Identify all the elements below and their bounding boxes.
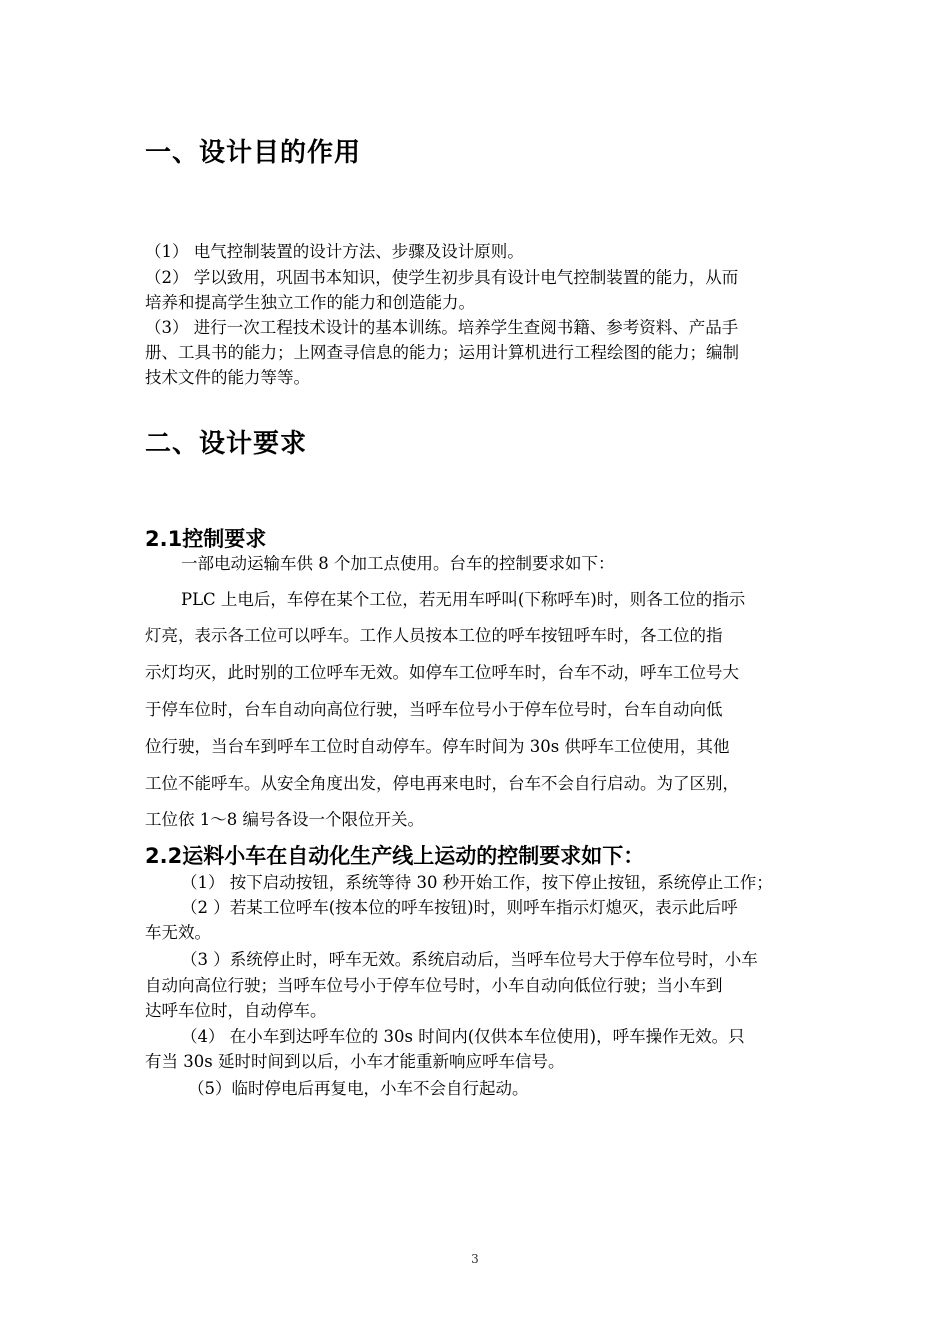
subsection-2-1-line: 位行驶，当台车到呼车工位时自动停车。停车时间为 30s 供呼车工位使用，其他 bbox=[145, 737, 730, 756]
subsection-2-2-line: 车无效。 bbox=[145, 923, 211, 942]
subsection-2-1-line: 一部电动运输车供 8 个加工点使用。台车的控制要求如下： bbox=[181, 554, 615, 573]
subsection-2-2-line: 达呼车位时，自动停车。 bbox=[145, 1001, 327, 1020]
subsection-2-1-heading: 2.1控制要求 bbox=[145, 527, 267, 551]
subsection-2-2-line: （2 ）若某工位呼车(按本位的呼车按钮)时，则呼车指示灯熄灭，表示此后呼 bbox=[181, 898, 738, 917]
section-1-line: 培养和提高学生独立工作的能力和创造能力。 bbox=[145, 293, 475, 312]
subsection-2-2-line: 有当 30s 延时时间到以后，小车才能重新响应呼车信号。 bbox=[145, 1052, 565, 1071]
page-number: 3 bbox=[471, 1252, 479, 1266]
subsection-2-1-line: 工位不能呼车。从安全角度出发，停电再来电时，台车不会自行启动。为了区别， bbox=[145, 774, 739, 793]
subsection-2-1-line: 于停车位时，台车自动向高位行驶，当呼车位号小于停车位号时，台车自动向低 bbox=[145, 700, 723, 719]
section-1-line: （3） 进行一次工程技术设计的基本训练。培养学生查阅书籍、参考资料、产品手 bbox=[145, 318, 739, 337]
subsection-2-2-line: （5）临时停电后再复电，小车不会自行起动。 bbox=[188, 1079, 529, 1098]
subsection-2-2-line: （1） 按下启动按钮，系统等待 30 秒开始工作，按下停止按钮，系统停止工作； bbox=[181, 873, 773, 892]
section-2-heading: 二、设计要求 bbox=[145, 429, 308, 459]
section-1-heading: 一、设计目的作用 bbox=[145, 138, 362, 168]
section-1-line: （2） 学以致用，巩固书本知识，使学生初步具有设计电气控制装置的能力，从而 bbox=[145, 268, 739, 287]
subsection-2-2-line: （4） 在小车到达呼车位的 30s 时间内(仅供本车位使用)，呼车操作无效。只 bbox=[181, 1027, 745, 1046]
subsection-2-1-line: 工位依 1～8 编号各设一个限位开关。 bbox=[145, 810, 424, 829]
subsection-2-2-heading: 2.2运料小车在自动化生产线上运动的控制要求如下： bbox=[145, 844, 645, 868]
subsection-2-1-line: 灯亮，表示各工位可以呼车。工作人员按本工位的呼车按钮呼车时，各工位的指 bbox=[145, 626, 723, 645]
section-1-line: 册、工具书的能力；上网查寻信息的能力；运用计算机进行工程绘图的能力；编制 bbox=[145, 343, 739, 362]
section-1-line: 技术文件的能力等等。 bbox=[145, 368, 310, 387]
subsection-2-2-line: 自动向高位行驶；当呼车位号小于停车位号时，小车自动向低位行驶；当小车到 bbox=[145, 976, 723, 995]
section-1-line: （1） 电气控制装置的设计方法、步骤及设计原则。 bbox=[145, 242, 524, 261]
subsection-2-1-line: PLC 上电后，车停在某个工位，若无用车呼叫(下称呼车)时，则各工位的指示 bbox=[181, 590, 746, 609]
subsection-2-1-line: 示灯均灭，此时别的工位呼车无效。如停车工位呼车时，台车不动，呼车工位号大 bbox=[145, 663, 739, 682]
subsection-2-2-line: （3 ）系统停止时，呼车无效。系统启动后，当呼车位号大于停车位号时，小车 bbox=[181, 950, 758, 969]
